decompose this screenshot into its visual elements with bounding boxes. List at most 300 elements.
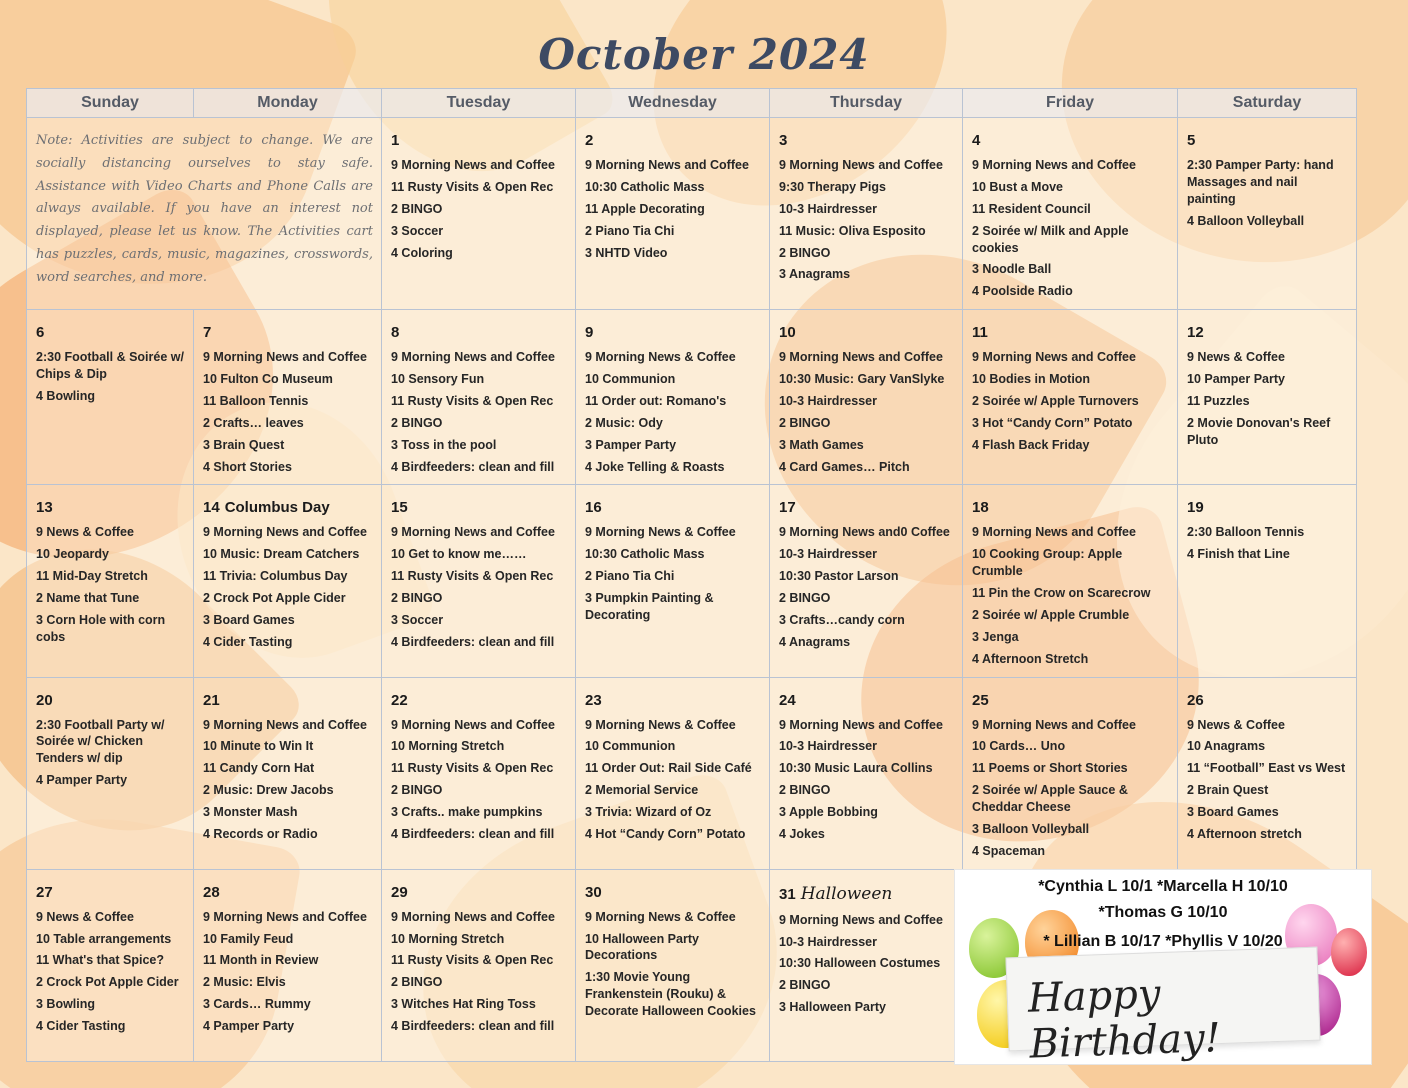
activity-item: 11 Rusty Visits & Open Rec bbox=[391, 953, 554, 968]
activity-list bbox=[391, 349, 567, 475]
activity-item: 2 Piano Tia Chi bbox=[585, 223, 675, 238]
activity-item: 4 Birdfeeders: clean and fill bbox=[391, 1019, 555, 1033]
activity-item: 4 Coloring bbox=[391, 245, 453, 260]
activity-item: 3 Balloon Volleyball bbox=[972, 821, 1090, 836]
header-friday: Friday bbox=[963, 89, 1178, 118]
day-number bbox=[203, 692, 373, 709]
day-number bbox=[585, 499, 761, 516]
activity-item: 10:30 Music Laura Collins bbox=[779, 761, 933, 776]
day-number bbox=[203, 884, 373, 901]
activity-item: 9 Morning News and Coffee bbox=[391, 717, 555, 732]
day-number bbox=[391, 324, 567, 341]
activity-item: 10:30 Catholic Mass bbox=[585, 547, 705, 562]
activity-item: 11 Resident Council bbox=[972, 201, 1091, 216]
activity-item: 3 Witches Hat Ring Toss bbox=[391, 997, 536, 1012]
activity-list bbox=[391, 524, 567, 650]
activity-item: 11 Rusty Visits & Open Rec bbox=[391, 761, 554, 776]
activity-item: 2 Soirée w/ Apple Sauce & Cheddar Cheese bbox=[972, 783, 1128, 814]
activity-list bbox=[1187, 524, 1348, 563]
day-number bbox=[36, 884, 185, 901]
activity-item: 3 Monster Mash bbox=[203, 805, 298, 819]
week-row bbox=[27, 677, 1357, 869]
activity-item: 2 Music: Ody bbox=[585, 415, 663, 430]
day-cell bbox=[382, 677, 576, 869]
activity-item: 10-3 Hairdresser bbox=[779, 934, 877, 949]
activity-item: 3 Cards… Rummy bbox=[203, 997, 311, 1012]
activity-list bbox=[779, 157, 954, 283]
day-number bbox=[585, 324, 761, 341]
holiday-label: Columbus Day bbox=[224, 499, 330, 517]
activity-item: 4 Pamper Party bbox=[203, 1019, 295, 1033]
activity-list bbox=[585, 717, 761, 843]
activities-note: Note: Activities are subject to change. We are socially distancing ourselves to stay safe. Assistance with Video Charts and Phone Calls are always available. If you have an interest not displayed, please let us know. The Activities cart has puzzles, cards, music, magazines, crosswords, word searches, and more. bbox=[36, 133, 373, 285]
activity-item: 11 What's that Spice? bbox=[36, 953, 165, 968]
activity-item: 2 BINGO bbox=[391, 783, 443, 798]
day-cell bbox=[963, 677, 1178, 869]
day-cell bbox=[576, 677, 770, 869]
activity-item: 9 Morning News and Coffee bbox=[779, 912, 943, 927]
activity-item: 3 Board Games bbox=[1187, 805, 1279, 819]
activity-item: 10 Table arrangements bbox=[36, 931, 172, 946]
day-cell bbox=[770, 485, 963, 677]
activity-item: 4 Joke Telling & Roasts bbox=[585, 459, 725, 474]
activity-item: 4 Spaceman bbox=[972, 843, 1045, 858]
activity-item: 11 Poems or Short Stories bbox=[972, 761, 1128, 776]
week-row bbox=[27, 485, 1357, 677]
day-number bbox=[1187, 499, 1348, 516]
day-number-value: 30 bbox=[585, 883, 602, 901]
activity-item: 2 Name that Tune bbox=[36, 591, 140, 605]
day-number bbox=[972, 324, 1169, 341]
note-cell bbox=[27, 118, 382, 310]
day-number bbox=[779, 324, 954, 341]
activity-item: 3 Soccer bbox=[391, 223, 444, 238]
activity-item: 9 Morning News and Coffee bbox=[391, 350, 555, 365]
day-cell bbox=[770, 869, 963, 1061]
activity-item: 10:30 Catholic Mass bbox=[585, 179, 705, 194]
activity-item: 11 Rusty Visits & Open Rec bbox=[391, 393, 554, 408]
day-number bbox=[972, 132, 1169, 149]
day-cell bbox=[382, 485, 576, 677]
day-number bbox=[203, 324, 373, 341]
activity-item: 4 Balloon Volleyball bbox=[1187, 213, 1305, 228]
activity-item: 11 Balloon Tennis bbox=[203, 393, 309, 408]
activity-item: 2 Memorial Service bbox=[585, 783, 699, 798]
day-cell bbox=[576, 310, 770, 485]
activity-item: 9 Morning News and Coffee bbox=[779, 350, 943, 365]
activity-item: 2 Crafts… leaves bbox=[203, 415, 304, 430]
activity-item: 9 News & Coffee bbox=[36, 909, 134, 924]
birthday-line: *Cynthia L 10/1 *Marcella H 10/10 bbox=[1038, 877, 1288, 895]
activity-item: 3 Math Games bbox=[779, 437, 864, 452]
activity-item: 2 Soirée w/ Apple Turnovers bbox=[972, 393, 1139, 408]
activity-item: 2 BINGO bbox=[391, 591, 443, 605]
day-number bbox=[391, 884, 567, 901]
activity-item: 2 Music: Drew Jacobs bbox=[203, 783, 334, 798]
day-cell bbox=[963, 310, 1178, 485]
activity-item: 2:30 Balloon Tennis bbox=[1187, 525, 1305, 540]
day-cell bbox=[27, 310, 194, 485]
activity-item: 2 BINGO bbox=[779, 978, 831, 993]
day-number bbox=[203, 499, 373, 516]
activity-item: 3 Board Games bbox=[203, 612, 295, 627]
header-sunday: Sunday bbox=[27, 89, 194, 118]
activity-item: 10 Bust a Move bbox=[972, 179, 1064, 194]
activity-item: 2 BINGO bbox=[391, 975, 443, 990]
activity-item: 4 Birdfeeders: clean and fill bbox=[391, 634, 555, 649]
day-number-value: 5 bbox=[1187, 132, 1196, 149]
activity-item: 11 Month in Review bbox=[203, 953, 319, 968]
week-row bbox=[27, 118, 1357, 310]
activity-item: 10 Get to know me…… bbox=[391, 547, 527, 562]
activity-item: 3 Crafts…candy corn bbox=[779, 612, 905, 627]
day-number bbox=[391, 499, 567, 516]
header-wednesday: Wednesday bbox=[576, 89, 770, 118]
day-number-value: 21 bbox=[203, 691, 220, 709]
day-cell bbox=[770, 310, 963, 485]
day-number-value: 1 bbox=[391, 132, 400, 149]
activity-item: 4 Afternoon Stretch bbox=[972, 651, 1089, 666]
day-number-value: 25 bbox=[972, 691, 989, 709]
activity-item: 4 Finish that Line bbox=[1187, 547, 1290, 562]
calendar-grid bbox=[26, 88, 1357, 1068]
activity-item: 9 Morning News and Coffee bbox=[391, 158, 555, 172]
header-saturday: Saturday bbox=[1178, 89, 1357, 118]
activity-item: 10:30 Music: Gary VanSlyke bbox=[779, 372, 945, 386]
day-cell bbox=[1178, 118, 1357, 310]
day-number-value: 15 bbox=[391, 499, 408, 517]
activity-item: 10 Morning Stretch bbox=[391, 739, 505, 754]
day-cell bbox=[770, 118, 963, 310]
activity-item: 11 “Football” East vs West bbox=[1187, 761, 1346, 776]
activity-item: 11 Mid-Day Stretch bbox=[36, 569, 148, 584]
day-header-row bbox=[27, 89, 1357, 118]
birthday-cell bbox=[963, 869, 1357, 1068]
day-number bbox=[972, 499, 1169, 516]
activity-list bbox=[36, 524, 185, 645]
activity-list bbox=[779, 349, 954, 475]
header-monday: Monday bbox=[194, 89, 382, 118]
day-number bbox=[1187, 324, 1348, 341]
activity-item: 10-3 Hairdresser bbox=[779, 393, 877, 408]
day-cell bbox=[27, 869, 194, 1061]
happy-birthday-banner bbox=[1005, 946, 1320, 1068]
activity-item: 10-3 Hairdresser bbox=[779, 739, 877, 754]
day-cell bbox=[382, 310, 576, 485]
activity-item: 10 Communion bbox=[585, 372, 676, 386]
activity-item: 10 Pamper Party bbox=[1187, 372, 1285, 386]
week-row bbox=[27, 869, 1357, 1061]
day-number-value: 20 bbox=[36, 691, 53, 709]
day-cell bbox=[963, 118, 1178, 310]
activity-item: 10 Anagrams bbox=[1187, 739, 1266, 754]
day-number-value: 22 bbox=[391, 691, 408, 709]
day-number bbox=[1187, 132, 1348, 149]
activity-item: 10 Cards… Uno bbox=[972, 739, 1066, 754]
activity-item: 10 Minute to Win It bbox=[203, 739, 314, 754]
day-number-value: 24 bbox=[779, 691, 796, 709]
activity-item: 9 News & Coffee bbox=[1187, 350, 1285, 365]
day-number-value: 9 bbox=[585, 324, 594, 342]
activity-item: 9 Morning News and Coffee bbox=[972, 350, 1136, 365]
activity-list bbox=[972, 524, 1169, 667]
activity-item: 9 Morning News and Coffee bbox=[779, 158, 943, 172]
activity-item: 3 NHTD Video bbox=[585, 245, 668, 260]
activity-item: 9 News & Coffee bbox=[36, 525, 134, 540]
activity-item: 11 Trivia: Columbus Day bbox=[203, 569, 348, 584]
activity-item: 3 Pamper Party bbox=[585, 437, 677, 452]
activity-item: 2 Piano Tia Chi bbox=[585, 569, 675, 584]
activity-item: 4 Flash Back Friday bbox=[972, 437, 1090, 452]
activity-item: 2:30 Football Party w/ Soirée w/ Chicken Tenders w/ dip bbox=[36, 717, 165, 766]
activity-list bbox=[1187, 717, 1348, 843]
day-number bbox=[779, 499, 954, 516]
activity-item: 3 Anagrams bbox=[779, 267, 851, 282]
activity-list bbox=[779, 912, 954, 1016]
activity-list bbox=[391, 717, 567, 843]
activity-item: 9 Morning News and Coffee bbox=[585, 158, 749, 172]
activity-item: 9 Morning News & Coffee bbox=[585, 909, 736, 924]
activity-item: 2 Music: Elvis bbox=[203, 975, 286, 990]
activity-item: 2 BINGO bbox=[779, 783, 831, 798]
activity-list bbox=[972, 717, 1169, 860]
day-number bbox=[36, 499, 185, 516]
activity-item: 2 BINGO bbox=[779, 245, 831, 260]
activity-item: 10 Communion bbox=[585, 739, 676, 754]
day-number-value: 7 bbox=[203, 324, 212, 342]
activity-item: 11 Apple Decorating bbox=[585, 201, 705, 216]
activity-item: 10 Bodies in Motion bbox=[972, 372, 1091, 386]
activity-item: 11 Puzzles bbox=[1187, 393, 1250, 408]
activity-item: 10 Halloween Party Decorations bbox=[585, 931, 699, 963]
activity-item: 4 Card Games… Pitch bbox=[779, 459, 910, 474]
day-number bbox=[1187, 692, 1348, 709]
activity-item: 9 Morning News and Coffee bbox=[779, 717, 943, 732]
week-row bbox=[27, 310, 1357, 485]
activity-item: 9 Morning News and Coffee bbox=[972, 717, 1136, 732]
activity-item: 4 Short Stories bbox=[203, 459, 292, 474]
day-number-value: 18 bbox=[972, 499, 989, 517]
day-cell bbox=[1178, 677, 1357, 869]
day-number-value: 4 bbox=[972, 132, 981, 149]
activity-item: 3 Brain Quest bbox=[203, 437, 285, 452]
activity-item: 9 Morning News and Coffee bbox=[391, 525, 555, 540]
activity-item: 9 Morning News and Coffee bbox=[972, 525, 1136, 540]
day-number bbox=[585, 132, 761, 149]
activity-item: 9 Morning News and Coffee bbox=[203, 350, 367, 365]
activity-item: 10:30 Halloween Costumes bbox=[779, 956, 941, 971]
day-number-value: 8 bbox=[391, 324, 400, 342]
day-number-value: 11 bbox=[972, 324, 988, 342]
activity-item: 4 Bowling bbox=[36, 388, 96, 403]
birthday-line: *Thomas G 10/10 bbox=[1098, 903, 1228, 921]
day-number-value: 6 bbox=[36, 324, 45, 342]
activity-item: 10 Cooking Group: Apple Crumble bbox=[972, 547, 1123, 579]
birthday-card bbox=[955, 870, 1371, 1068]
activity-list bbox=[36, 349, 185, 405]
day-number-value: 29 bbox=[391, 883, 408, 901]
day-number-value: 10 bbox=[779, 324, 796, 342]
activity-item: 3 Corn Hole with corn cobs bbox=[36, 612, 166, 644]
day-cell bbox=[576, 869, 770, 1061]
activity-item: 11 Rusty Visits & Open Rec bbox=[391, 179, 554, 194]
activity-item: 2 Soirée w/ Apple Crumble bbox=[972, 607, 1130, 622]
activity-item: 2 Crock Pot Apple Cider bbox=[203, 591, 346, 605]
day-number-value: 26 bbox=[1187, 691, 1204, 709]
activity-item: 2:30 Pamper Party: hand Massages and nail painting bbox=[1187, 158, 1334, 206]
day-cell bbox=[1178, 485, 1357, 677]
calendar-title: October 2024 bbox=[538, 30, 870, 79]
header-thursday: Thursday bbox=[770, 89, 963, 118]
day-cell bbox=[194, 485, 382, 677]
activity-item: 2 Brain Quest bbox=[1187, 783, 1269, 798]
activity-item: 4 Afternoon stretch bbox=[1187, 826, 1302, 841]
activity-item: 10-3 Hairdresser bbox=[779, 201, 877, 216]
activity-list bbox=[391, 909, 567, 1035]
header-tuesday: Tuesday bbox=[382, 89, 576, 118]
activity-item: 3 Toss in the pool bbox=[391, 437, 497, 452]
activity-item: 9 Morning News and Coffee bbox=[203, 525, 367, 540]
activity-list bbox=[203, 909, 373, 1035]
day-number-value: 16 bbox=[585, 499, 602, 517]
activity-item: 3 Soccer bbox=[391, 612, 444, 627]
day-cell bbox=[27, 677, 194, 869]
activity-item: 11 Pin the Crow on Scarecrow bbox=[972, 586, 1151, 600]
activity-list bbox=[36, 717, 185, 790]
activity-item: 3 Noodle Ball bbox=[972, 262, 1052, 277]
activity-item: 3 Halloween Party bbox=[779, 1000, 886, 1015]
activity-list bbox=[203, 717, 373, 843]
day-cell bbox=[963, 485, 1178, 677]
day-cell bbox=[1178, 310, 1357, 485]
activity-item: 11 Order Out: Rail Side Café bbox=[585, 761, 752, 776]
activity-item: 10-3 Hairdresser bbox=[779, 547, 877, 562]
day-cell bbox=[27, 485, 194, 677]
activity-item: 3 Bowling bbox=[36, 997, 96, 1012]
activity-item: 11 Music: Oliva Esposito bbox=[779, 223, 926, 238]
activity-item: 4 Jokes bbox=[779, 826, 825, 841]
activity-list bbox=[203, 524, 373, 650]
day-number bbox=[585, 884, 761, 901]
activity-item: 11 Candy Corn Hat bbox=[203, 761, 315, 776]
day-number-value: 23 bbox=[585, 691, 602, 709]
activity-item: 3 Trivia: Wizard of Oz bbox=[585, 805, 712, 819]
day-number bbox=[391, 692, 567, 709]
day-number-value: 3 bbox=[779, 132, 788, 149]
day-number bbox=[36, 692, 185, 709]
activity-item: 9 Morning News and Coffee bbox=[203, 909, 367, 924]
activity-list bbox=[585, 349, 761, 475]
activity-list bbox=[585, 524, 761, 623]
day-number-value: 2 bbox=[585, 132, 594, 149]
activity-item: 4 Pamper Party bbox=[36, 773, 128, 788]
activity-item: 2:30 Football & Soirée w/ Chips & Dip bbox=[36, 350, 184, 381]
day-cell bbox=[770, 677, 963, 869]
day-number-value: 17 bbox=[779, 499, 796, 517]
birthday-line: * Lillian B 10/17 *Phyllis V 10/20 bbox=[1043, 932, 1283, 950]
activity-item: 9 News & Coffee bbox=[1187, 717, 1285, 732]
activity-item: 2 Soirée w/ Milk and Apple cookies bbox=[972, 223, 1129, 255]
activity-item: 9 Morning News and Coffee bbox=[391, 909, 555, 924]
activity-item: 1:30 Movie Young Frankenstein (Rouku) & Decorate Halloween Cookies bbox=[585, 970, 756, 1018]
day-number-value: 28 bbox=[203, 883, 220, 901]
happy-birthday-text: Happy Birthday! bbox=[1027, 970, 1222, 1068]
activity-item: 4 Poolside Radio bbox=[972, 284, 1073, 299]
activity-item: 3 Jenga bbox=[972, 629, 1019, 644]
activity-item: 9 Morning News and Coffee bbox=[203, 717, 367, 732]
activity-list bbox=[391, 157, 567, 261]
activity-item: 4 Birdfeeders: clean and fill bbox=[391, 826, 555, 841]
activity-item: 10 Family Feud bbox=[203, 931, 294, 946]
day-number bbox=[779, 692, 954, 709]
day-number-value: 31 bbox=[779, 885, 796, 903]
activity-list bbox=[779, 717, 954, 843]
activity-item: 9:30 Therapy Pigs bbox=[779, 179, 886, 194]
day-cell bbox=[382, 869, 576, 1061]
activity-item: 10 Sensory Fun bbox=[391, 372, 485, 386]
day-cell bbox=[576, 118, 770, 310]
day-cell bbox=[382, 118, 576, 310]
activity-item: 9 Morning News & Coffee bbox=[585, 525, 736, 540]
day-number bbox=[972, 692, 1169, 709]
activity-list bbox=[36, 909, 185, 1035]
activity-item: 9 Morning News and Coffee bbox=[972, 158, 1136, 172]
day-number-value: 12 bbox=[1187, 324, 1204, 342]
activity-list bbox=[585, 157, 761, 261]
activity-item: 2 Crock Pot Apple Cider bbox=[36, 975, 179, 990]
day-cell bbox=[194, 869, 382, 1061]
activity-item: 2 BINGO bbox=[779, 591, 831, 605]
day-number bbox=[779, 884, 954, 904]
activity-list bbox=[1187, 157, 1348, 230]
activity-item: 10:30 Pastor Larson bbox=[779, 569, 899, 584]
holiday-label: Halloween bbox=[800, 883, 893, 904]
activity-item: 10 Jeopardy bbox=[36, 547, 109, 562]
activity-item: 4 Cider Tasting bbox=[36, 1019, 126, 1033]
activity-list bbox=[972, 157, 1169, 300]
activity-item: 10 Fulton Co Museum bbox=[203, 372, 333, 386]
activity-item: 2 BINGO bbox=[391, 201, 443, 216]
day-number-value: 19 bbox=[1187, 499, 1204, 517]
day-number bbox=[391, 132, 567, 149]
activity-item: 4 Cider Tasting bbox=[203, 634, 293, 649]
activity-item: 3 Hot “Candy Corn” Potato bbox=[972, 415, 1133, 430]
activity-list bbox=[972, 349, 1169, 453]
activity-list bbox=[779, 524, 954, 650]
activity-item: 2 BINGO bbox=[391, 415, 443, 430]
day-number-value: 27 bbox=[36, 883, 53, 901]
activity-item: 9 Morning News & Coffee bbox=[585, 350, 736, 365]
activity-item: 10 Music: Dream Catchers bbox=[203, 547, 360, 562]
day-number bbox=[585, 692, 761, 709]
activity-item: 11 Order out: Romano's bbox=[585, 393, 727, 408]
activity-item: 9 Morning News & Coffee bbox=[585, 717, 736, 732]
day-number bbox=[36, 324, 185, 341]
activity-list bbox=[585, 909, 761, 1020]
day-cell bbox=[194, 677, 382, 869]
activity-item: 2 Movie Donovan's Reef Pluto bbox=[1187, 415, 1331, 447]
activity-item: 3 Apple Bobbing bbox=[779, 805, 878, 819]
activity-item: 4 Hot “Candy Corn” Potato bbox=[585, 826, 746, 841]
activity-item: 4 Records or Radio bbox=[203, 826, 318, 841]
day-cell bbox=[194, 310, 382, 485]
activity-item: 9 Morning News and0 Coffee bbox=[779, 525, 950, 540]
activity-item: 4 Anagrams bbox=[779, 634, 851, 649]
activity-list bbox=[203, 349, 373, 475]
activity-item: 10 Morning Stretch bbox=[391, 931, 505, 946]
activity-item: 3 Crafts.. make pumpkins bbox=[391, 805, 543, 819]
day-number bbox=[779, 132, 954, 149]
